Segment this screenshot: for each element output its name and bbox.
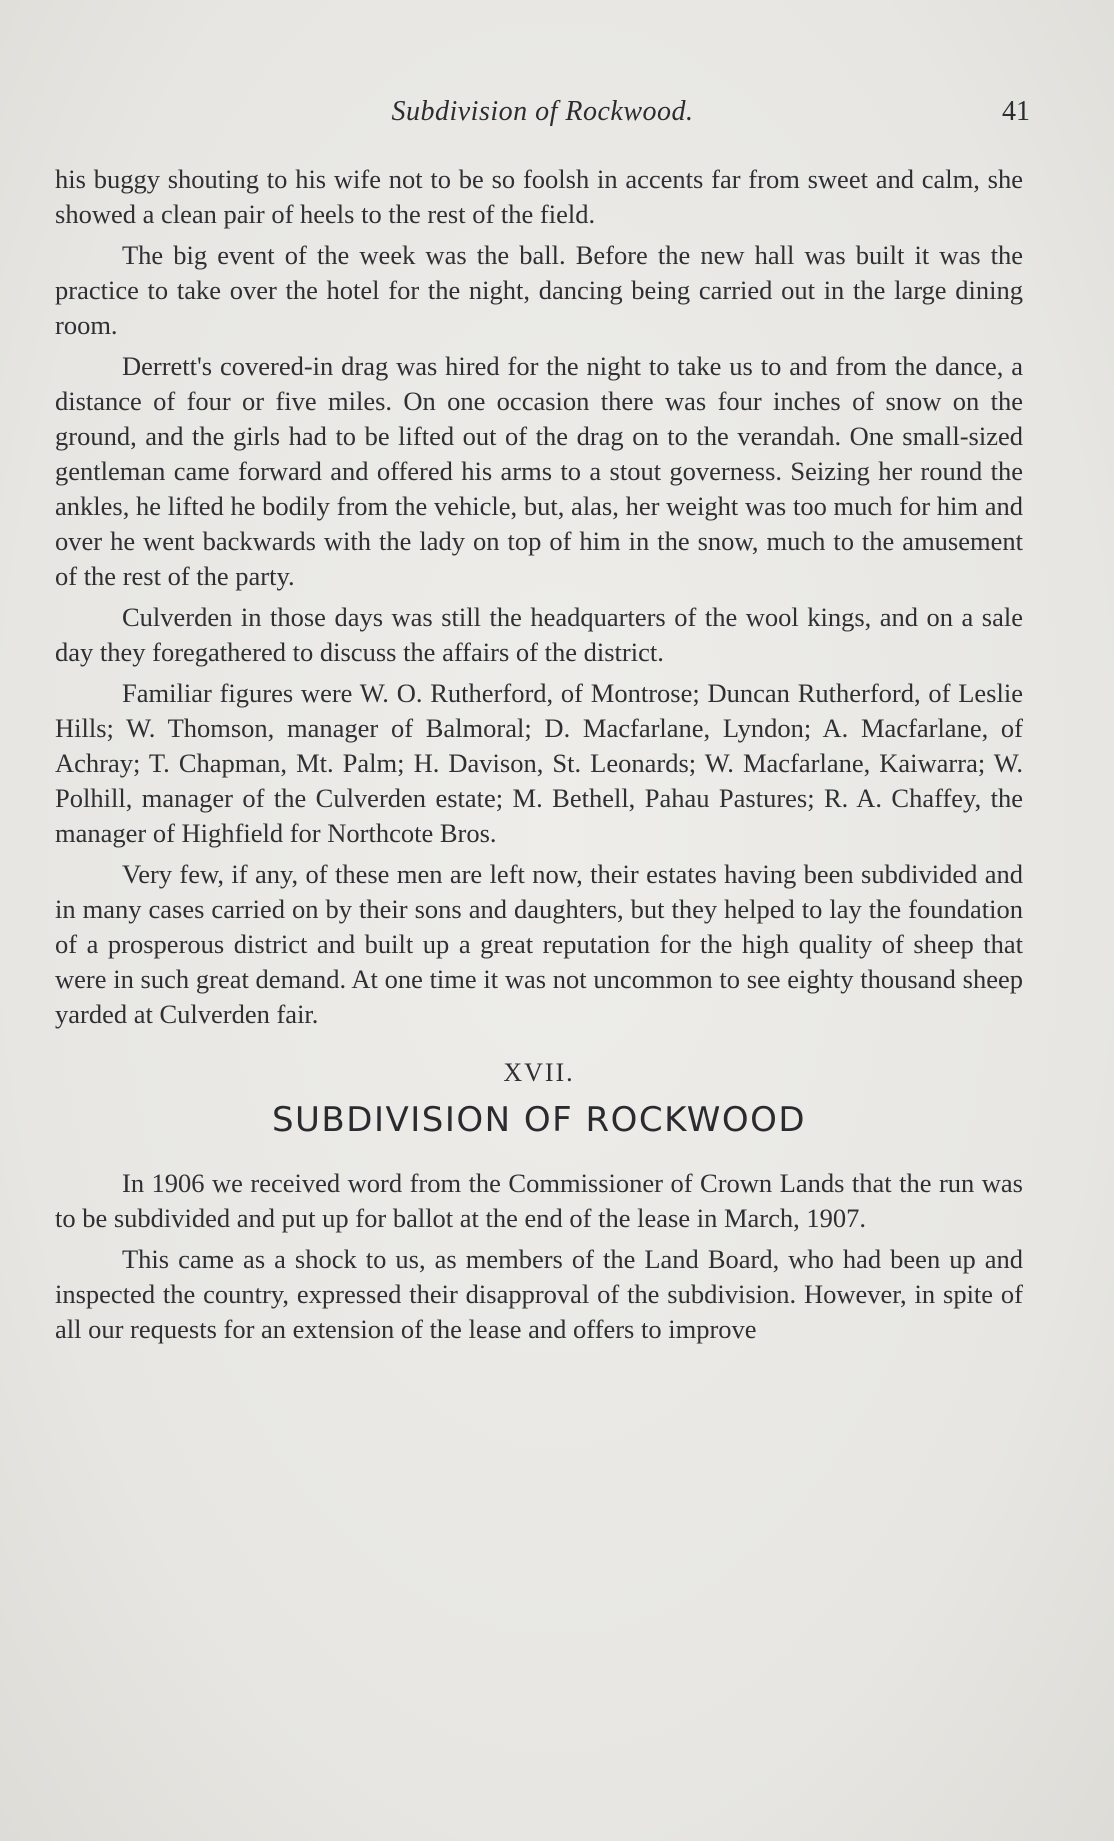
- paragraph-derretts-drag: Derrett's covered-in drag was hired for the night to take us to and from the dance, a distance of four or five miles. On one occasion there was four inches of snow on the ground, and the girls had to be lifted out of the drag on to the verandah. One small-sized gentleman came forward and offered his arms to a stout governess. Seizing her round the ankles, he lifted he bodily from the vehicle, but, alas, her weight was too much for him and over he went backwards with the lady on top of him in the snow, much to the amusement of the rest of the party.: [55, 351, 1023, 591]
- chapter-number: XVII.: [503, 1058, 575, 1087]
- paragraph-ball: The big event of the week was the ball. Before the new hall was built it was the practice to take over the hotel for the night, dancing being carried out in the large dining room.: [55, 240, 1023, 340]
- paragraph-shock: This came as a shock to us, as members of the Land Board, who had been up and inspected the country, expressed their disapproval of the subdivision. However, in spite of all our requests for an extension of the lease and offers to improve: [55, 1244, 1023, 1344]
- paragraph-very-few: Very few, if any, of these men are left now, their estates having been subdivided and in many cases carried on by their sons and daughters, but they helped to lay the foundation of a prosperous district and built up a great reputation for the high quality of sheep that were in such great demand. At one time it was not uncommon to see eighty thousand sheep yarded at Culverden fair.: [55, 859, 1023, 1029]
- paragraph-1906: In 1906 we received word from the Commissioner of Crown Lands that the run was to be subdivided and put up for ballot at the end of the lease in March, 1907.: [55, 1168, 1023, 1233]
- running-title: Subdivision of Rockwood.: [391, 96, 694, 127]
- chapter-title: SUBDIVISION OF ROCKWOOD: [271, 1100, 807, 1140]
- body-text: [55, 162, 1023, 1353]
- page-number: 41: [1002, 96, 1030, 127]
- paragraph-continued: his buggy shouting to his wife not to be so foolsh in accents far from sweet and calm, she showed a clean pair of heels to the rest of the field.: [55, 164, 1023, 229]
- running-head: [55, 96, 1030, 136]
- paragraph-familiar-figures: Familiar figures were W. O. Rutherford, of Montrose; Duncan Rutherford, of Leslie Hills; W. Thomson, manager of Balmoral; D. Macfarlane, Lyndon; A. Macfarlane, of Achray; T. Chapman, Mt. Palm; H. Davison, St. Leonards; W. Macfarlane, Kaiwarra; W. Polhill, manager of the Culverden estate; M. Bethell, Pahau Pastures; R. A. Chaffey, the manager of Highfield for Northcote Bros.: [55, 678, 1023, 848]
- paragraph-culverden: Culverden in those days was still the headquarters of the wool kings, and on a sale day they foregathered to discuss the affairs of the district.: [55, 602, 1023, 667]
